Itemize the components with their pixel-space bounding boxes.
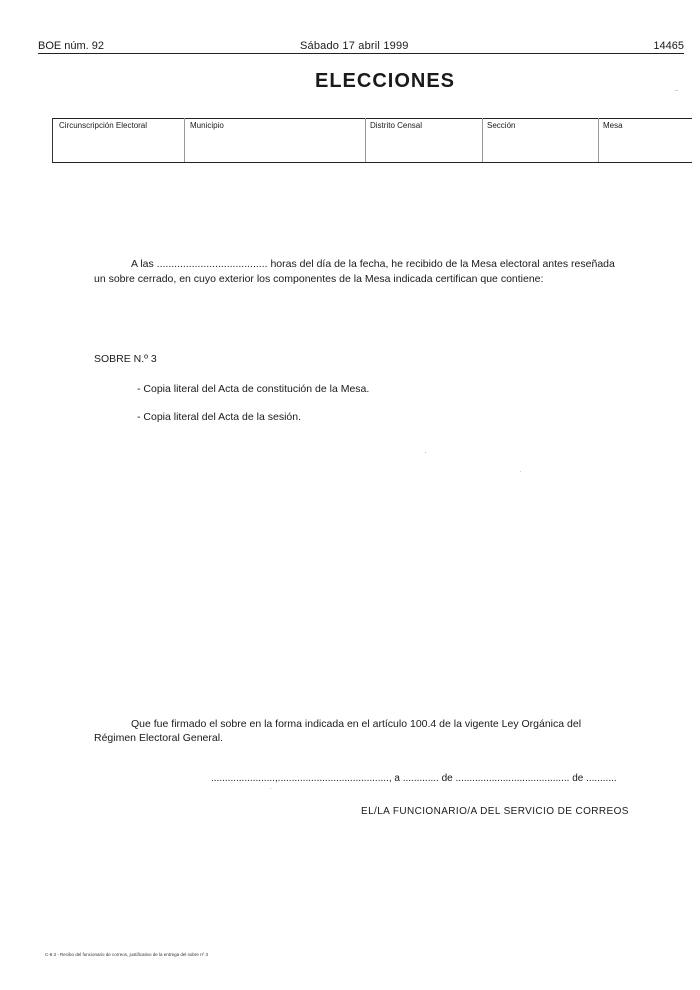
- speck: [520, 471, 521, 472]
- header-date: Sábado 17 abril 1999: [300, 40, 409, 52]
- table-divider: [482, 118, 483, 162]
- column-distrito-censal: Distrito Censal: [370, 121, 423, 130]
- table-divider: [52, 118, 53, 162]
- table-divider: [184, 118, 185, 162]
- column-municipio: Municipio: [190, 121, 224, 130]
- column-seccion: Sección: [487, 121, 516, 130]
- speck: [425, 452, 426, 453]
- table-top-border: [52, 118, 692, 119]
- table-divider: [365, 118, 366, 162]
- signature-label: EL/LA FUNCIONARIO/A DEL SERVICIO DE CORREOS: [361, 806, 629, 817]
- table-divider: [598, 118, 599, 162]
- header-rule: [38, 53, 684, 54]
- speck: ·: [270, 786, 272, 792]
- list-item: - Copia literal del Acta de constitución de la Mesa.: [137, 383, 370, 395]
- sobre-label: SOBRE N.º 3: [94, 353, 157, 365]
- header-left: BOE núm. 92: [38, 40, 105, 52]
- column-circunscripcion: Circunscripción Electoral: [59, 121, 148, 130]
- form-footnote: C-8.3 - Recibo del funcionario de correos, justificativo de la entrega del sobre nº 3: [45, 952, 208, 957]
- closing-line-1: Que fue firmado el sobre en la forma indicada en el artículo 100.4 de la vigente Ley Orgánica del: [131, 718, 582, 730]
- intro-line-1: A las ...................................... horas del día de la fecha, he recibido de la Mesa electoral antes reseñada: [131, 258, 615, 270]
- page-number: 14465: [653, 40, 684, 52]
- intro-line-2: un sobre cerrado, en cuyo exterior los componentes de la Mesa indicada certifican que contiene:: [94, 273, 544, 285]
- table-bottom-border: [52, 162, 692, 163]
- list-item: - Copia literal del Acta de la sesión.: [137, 411, 302, 423]
- closing-line-2: Régimen Electoral General.: [94, 732, 223, 744]
- place-date-line: .......................,........................................, a ............. de ......................................... de ...........: [211, 773, 617, 784]
- stray-mark: ·-: [674, 88, 678, 94]
- column-mesa: Mesa: [603, 121, 623, 130]
- page-title: ELECCIONES: [314, 70, 456, 92]
